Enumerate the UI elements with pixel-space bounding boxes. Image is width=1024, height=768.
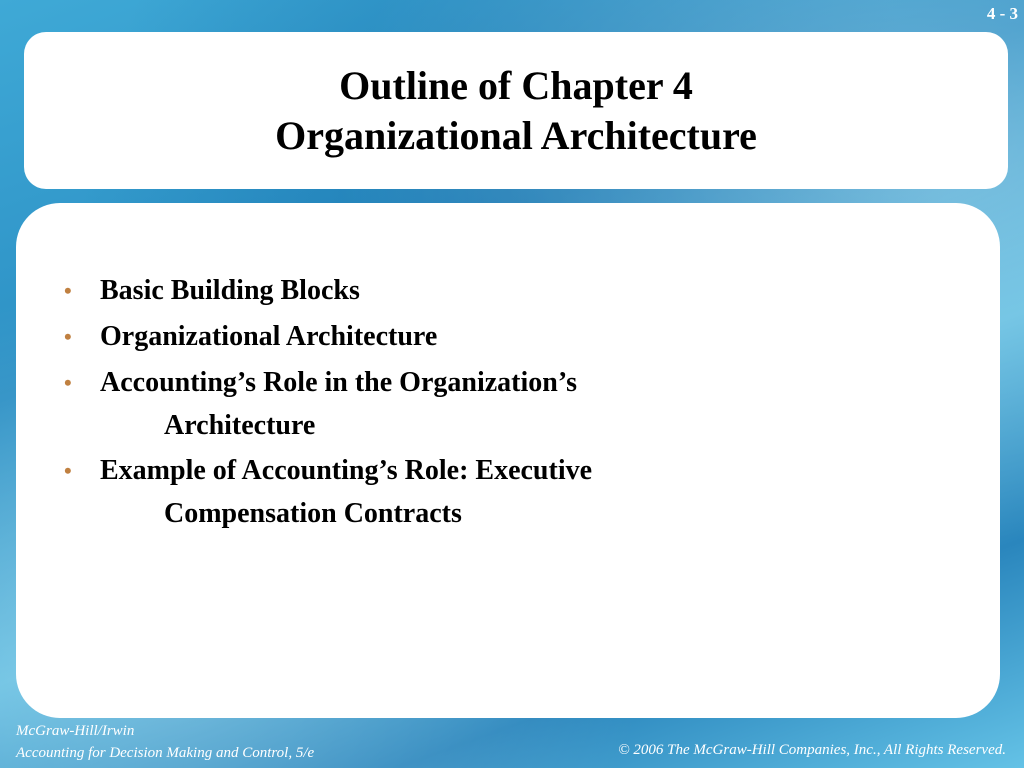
bullet-text: Organizational Architecture <box>100 321 438 352</box>
bullet-text-continuation: Architecture <box>164 410 316 441</box>
bullet-item <box>64 269 764 313</box>
bullet-icon: • <box>64 278 72 303</box>
slide-number: 4 - 3 <box>986 4 1018 23</box>
bullet-item <box>64 449 764 535</box>
bullet-item <box>64 315 764 359</box>
bullet-icon: • <box>64 458 72 483</box>
bullet-icon: • <box>64 370 72 395</box>
content-box <box>16 203 1000 718</box>
footer-copyright: © 2006 The McGraw-Hill Companies, Inc., All Rights Reserved. <box>618 742 1006 758</box>
footer-book-title: Accounting for Decision Making and Control, 5/e <box>16 745 315 761</box>
bullet-item <box>64 361 764 447</box>
title-box <box>24 32 1008 189</box>
footer-publisher: McGraw-Hill/Irwin <box>16 723 135 739</box>
bullet-text: Accounting’s Role in the Organization’s <box>100 367 578 398</box>
bullet-text: Example of Accounting’s Role: Executive <box>100 455 593 486</box>
bullet-text: Basic Building Blocks <box>100 275 360 306</box>
slide-title-line-2: Organizational Architecture <box>275 112 757 158</box>
bullet-icon: • <box>64 324 72 349</box>
bullet-list <box>64 269 764 537</box>
bullet-text-continuation: Compensation Contracts <box>164 498 462 529</box>
footer-left <box>16 720 314 764</box>
slide-title-line-1: Outline of Chapter 4 <box>339 62 693 108</box>
